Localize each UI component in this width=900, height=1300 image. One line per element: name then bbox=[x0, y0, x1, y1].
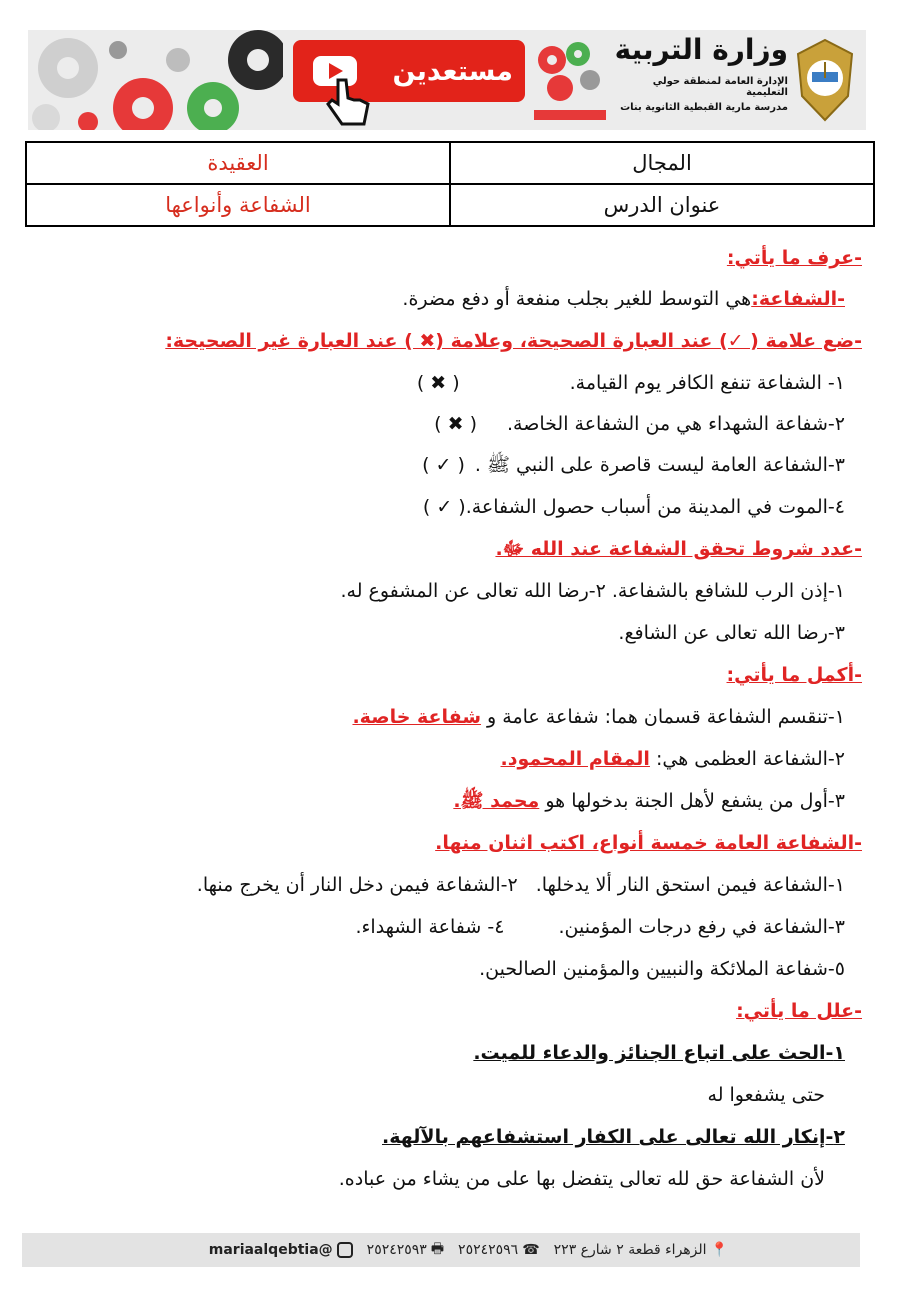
address-text: الزهراء قطعة ٢ شارع ٢٢٣ bbox=[553, 1242, 707, 1258]
explain-question-2: ٢-إنكار الله تعالى على الكفار استشفاعهم بالآلهة. bbox=[382, 1126, 845, 1148]
school-logo-icon bbox=[530, 36, 610, 124]
true-false-item bbox=[422, 451, 845, 479]
type-item: ٢-الشفاعة فيمن دخل النار أن يخرج منها. bbox=[196, 874, 518, 896]
conditions-line-2: ٣-رضا الله تعالى عن الشافع. bbox=[618, 622, 845, 644]
type-item: ٤- شفاعة الشهداء. bbox=[355, 916, 505, 938]
ministry-subtitle: الإدارة العامة لمنطقة حولي التعليمية bbox=[652, 76, 788, 98]
table-row bbox=[26, 142, 874, 184]
footer-phone bbox=[458, 1242, 540, 1258]
true-false-item bbox=[434, 410, 845, 438]
definition-text: هي التوسط للغير بجلب منفعة أو دفع مضرة. bbox=[402, 288, 752, 310]
answer-mark: ( ✖ ) bbox=[434, 413, 477, 435]
instagram-icon bbox=[337, 1242, 353, 1258]
complete-heading: -أكمل ما يأتي: bbox=[726, 664, 862, 686]
definition-term: -الشفاعة: bbox=[751, 288, 845, 310]
complete-answer: شفاعة خاصة. bbox=[352, 706, 482, 728]
true-false-item bbox=[417, 369, 845, 397]
explain-question-1: ١-الحث على اتباع الجنائز والدعاء للميت. bbox=[473, 1042, 845, 1064]
type-item: ٣-الشفاعة في رفع درجات المؤمنين. bbox=[558, 916, 845, 938]
complete-item bbox=[453, 787, 845, 815]
state-emblem-icon bbox=[790, 36, 860, 124]
complete-prefix: ٢-الشفاعة العظمى هي: bbox=[649, 748, 845, 770]
explain-heading: -علل ما يأتي: bbox=[736, 1000, 862, 1022]
answer-mark: ( ✓ ) bbox=[422, 496, 466, 518]
answer-mark: ( ✓ ) bbox=[422, 454, 465, 476]
conditions-line-1: ١-إذن الرب للشافع بالشفاعة. ٢-رضا الله تعالى عن المشفوع له. bbox=[340, 580, 845, 602]
types-row-1 bbox=[197, 871, 845, 899]
complete-answer: المقام المحمود. bbox=[500, 748, 650, 770]
lesson-info-table bbox=[25, 141, 875, 227]
ministry-block bbox=[612, 32, 788, 128]
statement-text: ٢-شفاعة الشهداء هي من الشفاعة الخاصة. bbox=[507, 413, 845, 435]
statement-text: ٤-الموت في المدينة من أسباب حصول الشفاعة. bbox=[465, 496, 845, 518]
types-heading: -الشفاعة العامة خمسة أنواع، اكتب اثنان منها. bbox=[435, 832, 862, 854]
types-row-2 bbox=[355, 913, 845, 941]
complete-item bbox=[352, 703, 845, 731]
statement-text: ١- الشفاعة تنفع الكافر يوم القيامة. bbox=[569, 372, 845, 394]
conditions-heading: -عدد شروط تحقق الشفاعة عند الله ﷻ. bbox=[495, 538, 862, 560]
complete-prefix: ١-تنقسم الشفاعة قسمان هما: شفاعة عامة و bbox=[481, 706, 845, 728]
true-false-heading: -ضع علامة ( ✓) عند العبارة الصحيحة، وعلامة (✖ ) عند العبارة غير الصحيحة: bbox=[165, 330, 862, 352]
phone-number: ٢٥٢٤٢٥٩٦ bbox=[458, 1242, 519, 1258]
fax-number: ٢٥٢٤٢٥٩٣ bbox=[366, 1242, 427, 1258]
answer-mark: ( ✖ ) bbox=[416, 372, 460, 394]
pointer-hand-icon bbox=[324, 74, 374, 130]
footer-instagram[interactable] bbox=[209, 1242, 353, 1258]
gears-decoration-icon bbox=[28, 30, 283, 130]
definition-line bbox=[402, 285, 845, 313]
type-item: ١-الشفاعة فيمن استحق النار ألا يدخلها. bbox=[535, 874, 845, 896]
true-false-item bbox=[423, 493, 845, 521]
ministry-title: وزارة التربية bbox=[614, 33, 788, 66]
footer-contact-bar bbox=[22, 1233, 860, 1267]
lesson-title-value: الشفاعة وأنواعها bbox=[26, 184, 450, 226]
school-name: مدرسة مارية القبطية الثانوية بنات bbox=[620, 102, 788, 113]
instagram-handle[interactable]: @mariaalqebtia bbox=[208, 1242, 333, 1258]
location-pin-icon: 📍 bbox=[710, 1242, 728, 1258]
statement-text: ٣-الشفاعة العامة ليست قاصرة على النبي ﷺ . bbox=[474, 454, 845, 476]
complete-answer: محمد ﷺ. bbox=[453, 790, 540, 812]
complete-item bbox=[501, 745, 845, 773]
footer-fax bbox=[367, 1238, 444, 1262]
complete-prefix: ٣-أول من يشفع لأهل الجنة بدخولها هو bbox=[539, 790, 845, 812]
field-value: العقيدة bbox=[26, 142, 450, 184]
explain-answer-2: لأن الشفاعة حق لله تعالى يتفضل بها على من يشاء من عباده. bbox=[338, 1168, 825, 1190]
subscribe-button-label: مستعدين bbox=[392, 55, 513, 87]
footer-address bbox=[554, 1242, 728, 1258]
table-row bbox=[26, 184, 874, 226]
types-row-3: ٥-شفاعة الملائكة والنبيين والمؤمنين الصالحين. bbox=[479, 958, 845, 980]
fax-printer-icon: 🖶 bbox=[430, 1241, 445, 1257]
explain-answer-1: حتى يشفعوا له bbox=[707, 1084, 825, 1106]
lesson-title-label: عنوان الدرس bbox=[450, 184, 874, 226]
header-banner bbox=[28, 30, 866, 130]
define-heading: -عرف ما يأتي: bbox=[726, 247, 862, 269]
phone-icon: ☎ bbox=[522, 1242, 540, 1258]
field-label: المجال bbox=[450, 142, 874, 184]
